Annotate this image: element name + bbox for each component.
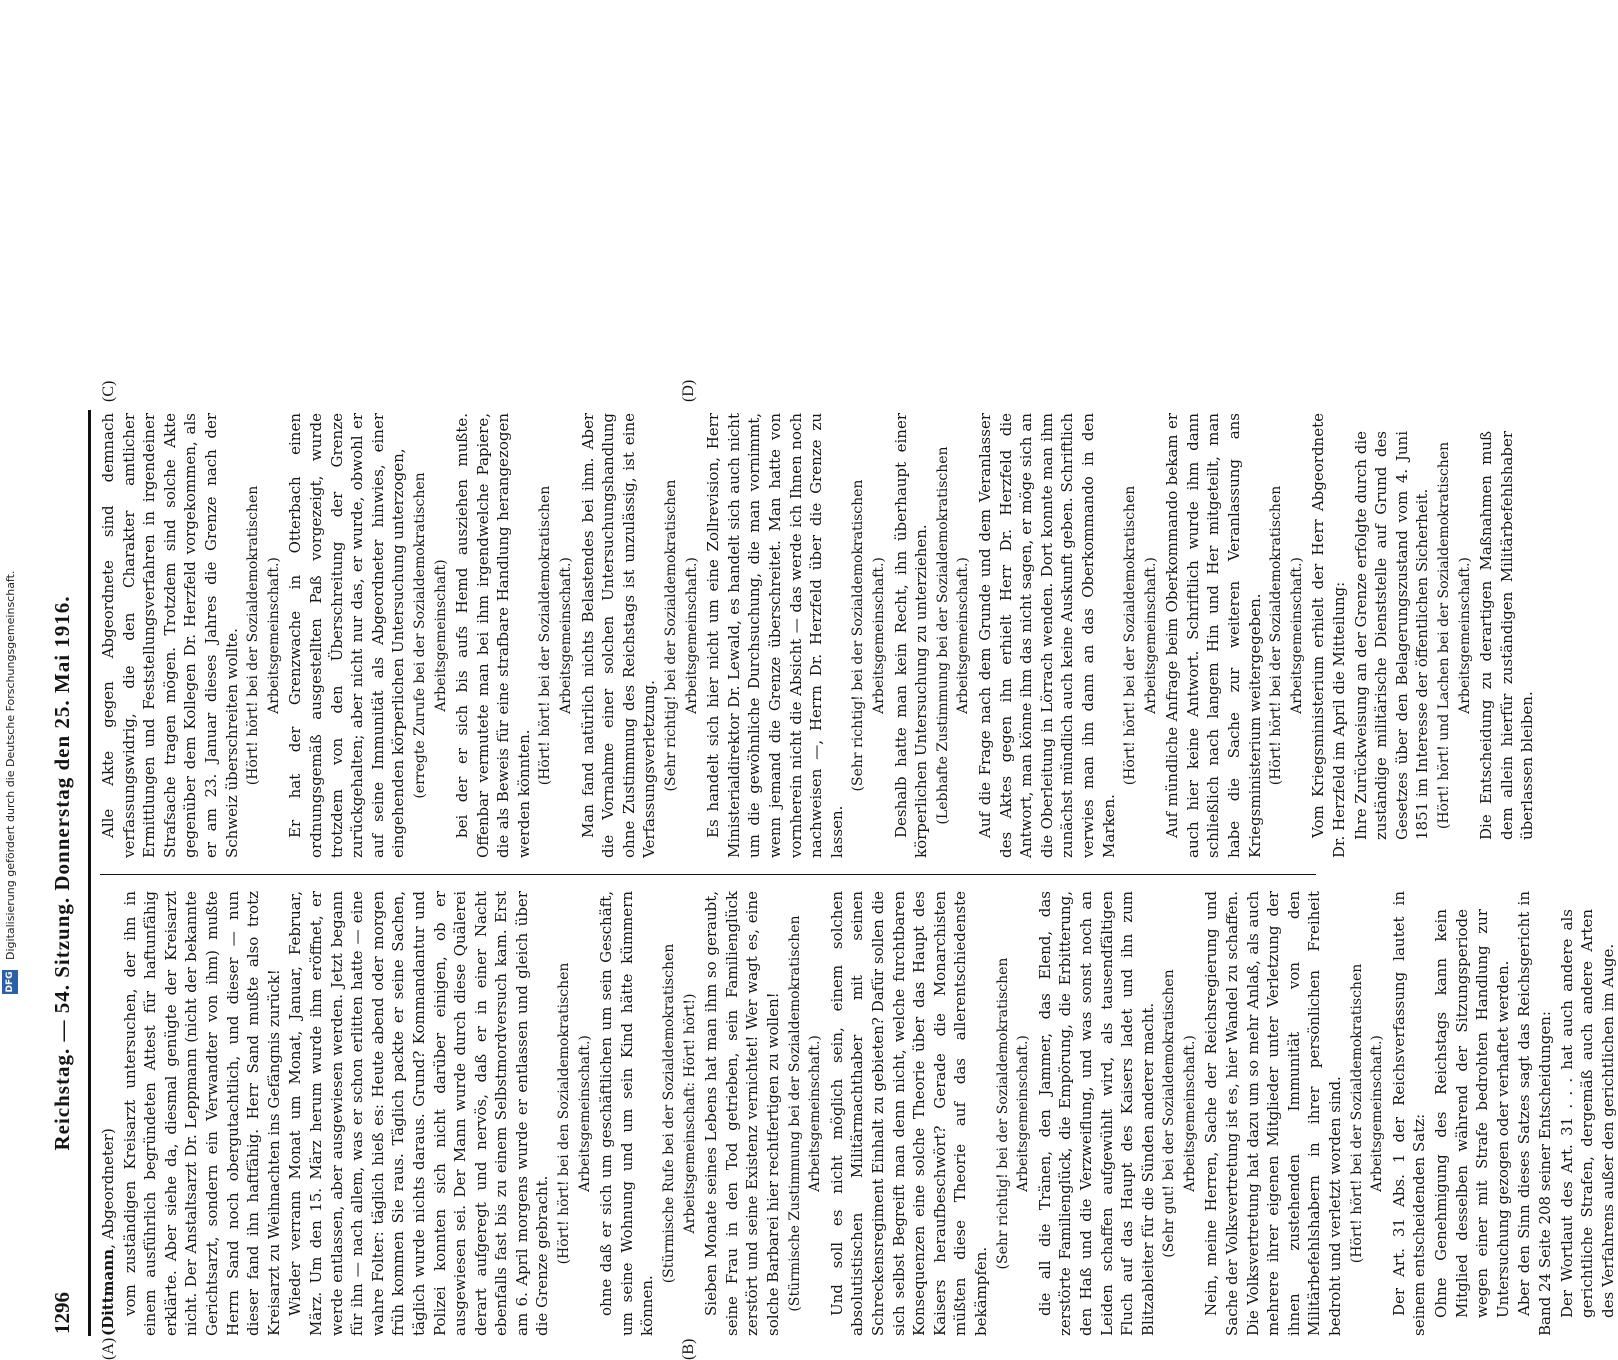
document-page xyxy=(40,379,1617,1360)
page-number: 1296 xyxy=(50,1292,74,1334)
audience-reaction: (Stürmische Rufe bei der Sozialdemokratischen Arbeitsgemeinschaft: Hört! hört!) xyxy=(661,943,698,1284)
quoted-text: Ohne Genehmigung des Reichstags kann kein Mitglied desselben während der Sitzungsperiode wegen einer mit Strafe bedrohten Handlung zur Untersuchung gezogen oder verhaftet werden. xyxy=(1432,909,1512,1318)
paragraph: Alle Akte gegen Abgeordnete sind demnach verfassungswidrig, die den Charakter amtlicher Ermittlungen und Feststellungsverfahren in irgendeiner Strafsache tragen mögen. Trotzdem sind solche Akte gegenüber dem Kollegen Dr. Herzfeld vorgekommen, als er am 23. Januar dieses Jahres die Grenze nach der Schweiz überschreiten wollte. xyxy=(99,413,241,858)
paragraph: ohne daß er sich um geschäftlichen um sein Geschäft, um seine Wohnung und um sein Kind hätte kümmern können. xyxy=(597,891,657,1336)
paragraph: Wieder verrann Monat um Monat, Januar, Februar, März. Um den 15. März herum wurde ihm eröffnet, er werde entlassen, aber ausgewiesen werden. Jetzt begann für ihn — nach allem, was er schon erlitten hatte — eine wahre Folter: täglich hieß es: Heute abend oder morgen früh kommen Sie raus. Täglich packte er seine Sachen, täglich wurde nichts daraus. Grund? Kommandantur und Polizei konnten sich nicht darüber einigen, ob er ausgewiesen sei. Der Mann wurde durch diese Quälerei derart aufgeregt und nervös, daß er in einer Nacht ebenfalls fast bis zu einem Selbstmordversuch kam. Erst am 6. April morgens wurde er entlassen und gleich über die Grenze gebracht. xyxy=(286,891,552,1336)
paragraph: Nein, meine Herren, Sache der Reichsregierung und Sache der Volksvertretung ist es, hier Wandel zu schaffen. Die Volksvertretung hat dazu um so mehr Anlaß, als auch mehrere ihrer eigenen Mitglieder unter Verletzung der ihnen zustehenden Immunität von den Militärbefehlshabern in ihrer persönlichen Freiheit bedroht und verletzt worden sind. xyxy=(1202,891,1345,1336)
paragraph: Und soll es nicht möglich sein, einem solchen absolutistischen Militärmachthaber mit seinen Schreckensregiment Einhalt zu gebieten? Dafür sollen die sich selbst Begreift man denn nicht, welche furchtbaren Konsequenzen eine solche Theorie über das Haupt des Kaisers heraufbeschwört? Gerade die Monarchisten müßten diese Theorie auf das allerentschiedenste bekämpfen. xyxy=(827,891,990,1336)
paragraph: Sieben Monate seines Lebens hat man ihm so geraubt, seine Frau in den Tod getrieben, sein Familienglück zerstört und seine Existenz vernichtet! Wer wagt es, eine solche Barbarei hier rechtfertigen zu wollen! xyxy=(702,891,782,1336)
right-column xyxy=(98,413,1537,858)
speaker-name: (Dittmann xyxy=(99,1248,117,1336)
speaker-line xyxy=(98,891,119,1336)
audience-reaction: (Hört! hört! bei der Sozialdemokratischen Arbeitsgemeinschaft.) xyxy=(245,485,282,786)
audience-reaction: (Hört! hört! bei den Sozialdemokratischen Arbeitsgemeinschaft.) xyxy=(556,962,593,1265)
margin-marker-b: (B) xyxy=(680,1338,697,1360)
page-header xyxy=(40,410,91,1336)
paragraph: Vom Kriegsministerium erhielt der Herr Abgeordnete Dr. Herzfeld im April die Mitteilung: xyxy=(1309,413,1349,858)
dfg-logo: DFG xyxy=(2,970,18,994)
audience-reaction: (Hört! hört! bei der Sozialdemokratischen Arbeitsgemeinschaft.) xyxy=(1348,963,1386,1264)
audience-reaction: (erregte Zurufe bei der Sozialdemokratischen Arbeitsgemeinschaft) xyxy=(411,472,449,799)
speaker-role: , Abgeordneter) xyxy=(99,1128,117,1249)
digitization-footer xyxy=(0,0,22,1000)
margin-marker-c: (C) xyxy=(100,380,117,402)
quoted-text: Der Wortlaut des Art. 31 . . . hat auch andere als gerichtliche Strafen, dergemäß auch andere Arten des Verfahrens außer den gerichtlichen im Auge. xyxy=(1557,909,1617,1318)
paragraph: Auf die Frage nach dem Grunde und dem Veranlasser des Aktes gegen ihn erhielt Herr Dr. Herzfeld die Antwort, man könne ihm das nicht sagen, er möge sich an die Oberleitung in Lörrach wenden. Dort konnte man ihm zunächst mündlich auch keine Auskunft geben. Schriftlich verwies man ihn dann an das Oberkommando in den Marken. xyxy=(975,413,1118,858)
paragraph: Auf mündliche Anfrage beim Oberkommando bekam er auch hier keine Antwort. Schriftlich wurde ihm dann schließlich nach langem Hin und Her mitgeteilt, man habe die Sache zur weiteren Veranlassung ans Kriegsministerium weitergegeben. xyxy=(1163,413,1264,858)
paragraph: Es handelt sich hier nicht um eine Zollrevision, Herr Ministerialdirektor Dr. Lewald, es handelt sich auch nicht um die gewöhnliche Durchsuchung, die man vornimmt, wenn jemand die Grenze überschreitet. Man hatte von vornherein nicht die Absicht — das werde ich Ihnen noch nachweisen —, Herrn Dr. Herzfeld über die Grenze zu lassen. xyxy=(704,413,846,858)
quoted-text: Ihre Zurückweisung an der Grenze erfolgte durch die zuständige militärische Dienststelle auf Grund des Gesetzes über den Belagerungszustand vom 4. Juni 1851 im Interesse der öffentlichen Sicherheit. xyxy=(1351,431,1432,840)
audience-reaction: (Sehr gut! bei der Sozialdemokratischen Arbeitsgemeinschaft.) xyxy=(1161,969,1198,1258)
audience-reaction: (Stürmische Zustimmung bei der Sozialdemokratischen Arbeitsgemeinschaft.) xyxy=(786,915,824,1312)
paragraph: Aber den Sinn dieses Satzes sagt das Reichsgericht in Band 24 Seite 208 seiner Entscheidungen: xyxy=(1515,891,1554,1336)
paragraph: die all die Tränen, den Jammer, das Elend, das zerstörte Familienglück, die Empörung, die Erbitterung, den Haß und die Verzweiflung, und was sonst noch an Leiden schaffen aufgewühlt wird, als tausendfältigen Fluch auf das Haupt des Kaisers ladet und ihn zum Blitzableiter für die Sünden anderer macht. xyxy=(1035,891,1157,1336)
audience-reaction: (Hört! hört! bei der Sozialdemokratischen Arbeitsgemeinschaft.) xyxy=(1122,485,1159,786)
audience-reaction: (Lebhafte Zustimmung bei der Sozialdemokratischen Arbeitsgemeinschaft.) xyxy=(934,446,972,825)
paragraph: Deshalb hatte man kein Recht, ihn überhaupt einer körperlichen Untersuchung zu unterziehen. xyxy=(891,413,931,858)
audience-reaction: (Sehr richtig! bei der Sozialdemokratischen Arbeitsgemeinschaft.) xyxy=(663,479,700,792)
margin-marker-a: (A) xyxy=(100,1337,117,1360)
margin-marker-d: (D) xyxy=(680,379,697,402)
paragraph: vom zuständigen Kreisarzt untersuchen, der ihn in einem ausführlich begründeten Attest für haftunfähig erklärte. Aber siehe da, diesmal genügte der Kreisarzt nicht. Der Anstaltsarzt Dr. Leppmann (nicht der bekannte Gerichtsarzt, sondern ein Verwandter von ihm) mußte Herrn Sand noch obergutachtlich, und dieser — nun dieser fand ihn haftfähig. Herr Sand mußte also trotz Kreisarzt zu Weihnachten ins Gefängnis zurück! xyxy=(120,891,283,1336)
audience-reaction: (Sehr richtig! bei der Sozialdemokratischen Arbeitsgemeinschaft.) xyxy=(994,957,1032,1270)
paragraph: Er hat der Grenzwache in Otterbach einen ordnungsgemäß ausgestellten Paß vorgezeigt, wurde trotzdem von den Überschreitung der Grenze zurückgehalten; aber nicht nur das, er wurde, obwohl er auf seine Immunität als Abgeordneter hinwies, einer eingehenden körperlichen Untersuchung unterzogen, xyxy=(286,413,408,858)
quoted-text: Die Entscheidung zu derartigen Maßnahmen muß dem allein hierfür zuständigen Militärbefehlshaber überlassen bleiben. xyxy=(1477,431,1537,840)
page-title: Reichstag. — 54. Sitzung. Donnerstag den 25. Mai 1916. xyxy=(50,595,74,1151)
paragraph: bei der er sich bis aufs Hemd ausziehen mußte. Offenbar vermutete man bei ihm irgendwelche Papiere, die als Beweis für eine strafbare Handlung herangezogen werden könnten. xyxy=(453,413,533,858)
footer-text: Digitalisierung gefördert durch die Deutsche Forschungsgemeinschaft. xyxy=(4,570,17,960)
audience-reaction: (Hört! hört! bei der Sozialdemokratischen Arbeitsgemeinschaft.) xyxy=(537,485,575,786)
audience-reaction: (Hört! hört! bei der Sozialdemokratischen Arbeitsgemeinschaft.) xyxy=(1268,485,1305,786)
audience-reaction: (Sehr richtig! bei der Sozialdemokratischen Arbeitsgemeinschaft.) xyxy=(850,479,887,792)
paragraph: Man fand natürlich nichts Belastendes bei ihm. Aber die Vornahme einer solchen Untersuchungshandlung ohne Zustimmung des Reichstags ist unzulässig, ist eine Verfassungsverletzung. xyxy=(578,413,659,858)
column-divider xyxy=(100,874,1316,875)
audience-reaction: (Hört! hört! und Lachen bei der Sozialdemokratischen Arbeitsgemeinschaft.) xyxy=(1436,441,1473,830)
left-column xyxy=(98,891,1617,1336)
paragraph: Der Art. 31 Abs. 1 der Reichsverfassung lautet in seinem entscheidenden Satz: xyxy=(1389,891,1429,1336)
